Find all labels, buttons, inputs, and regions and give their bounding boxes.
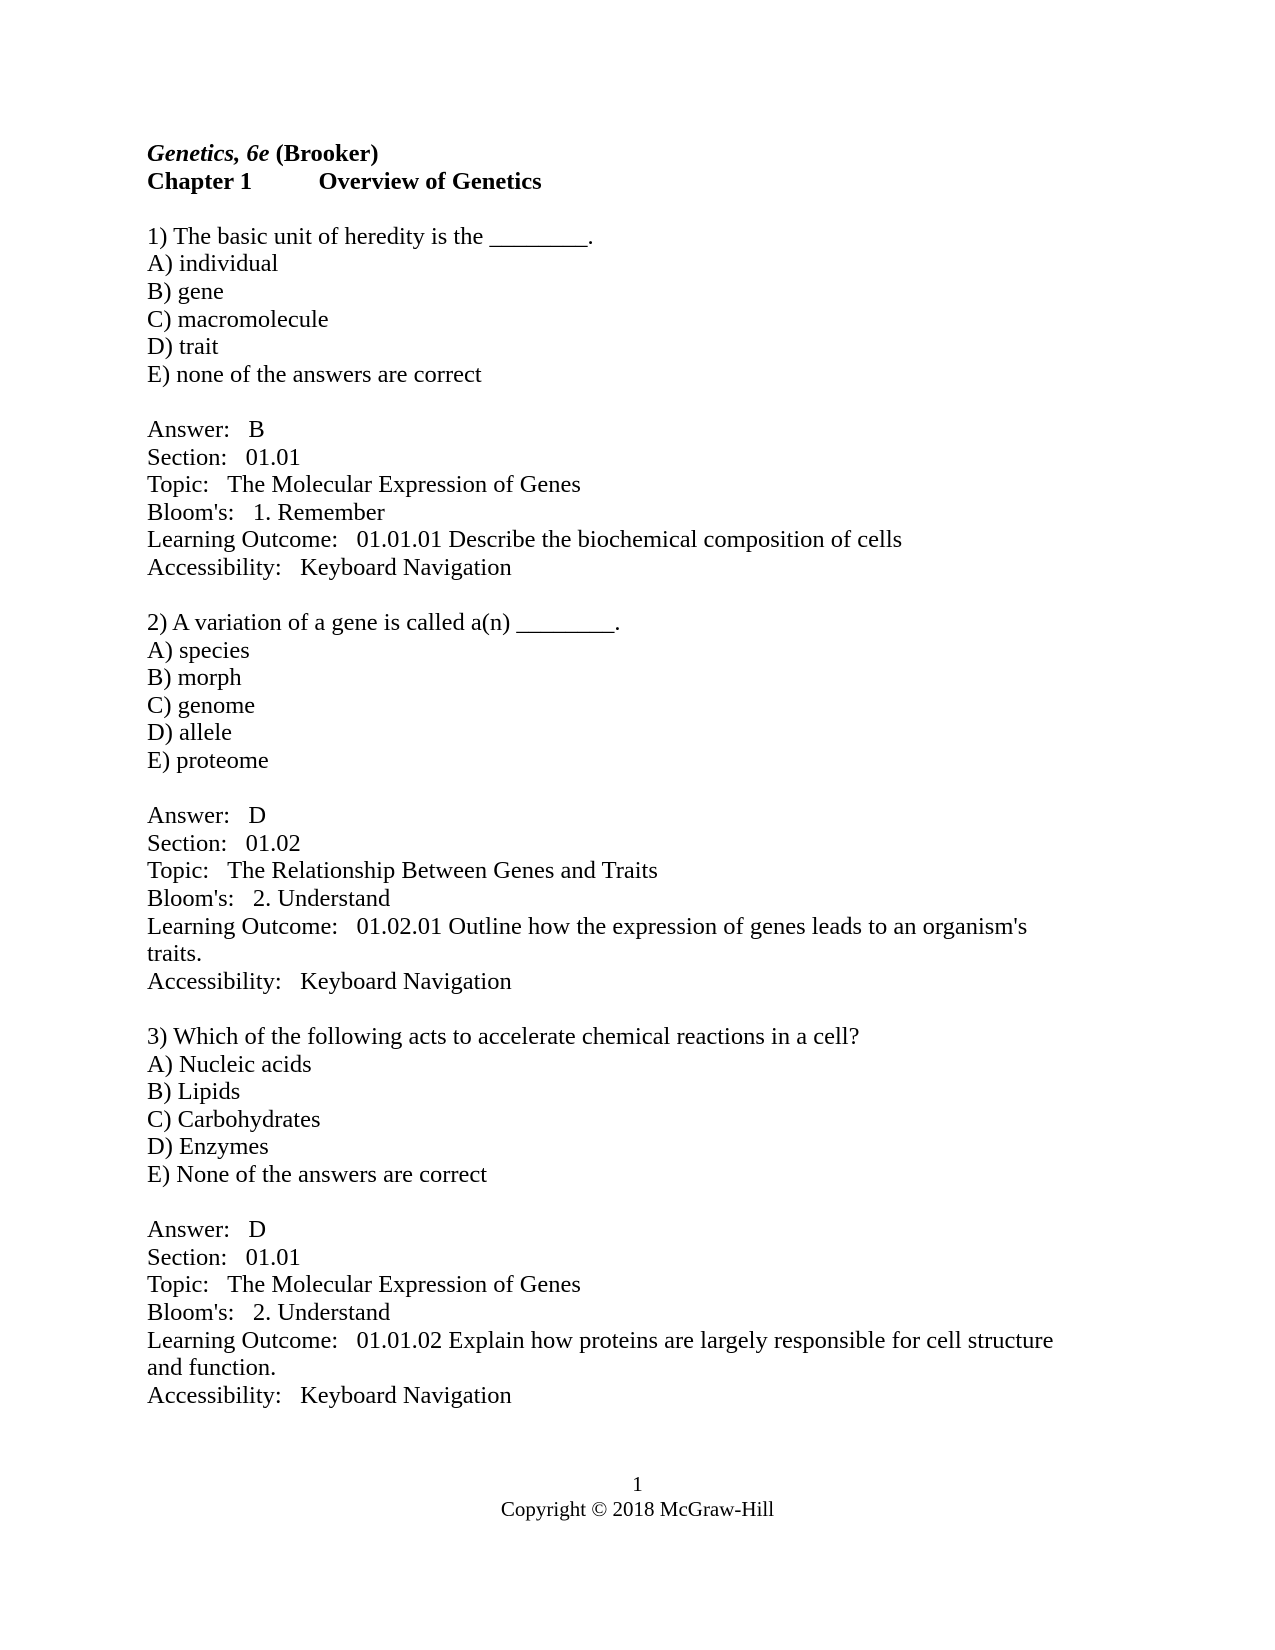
book-title-line: [147, 140, 1077, 168]
question-stem: 1) The basic unit of heredity is the ________.: [147, 222, 594, 250]
spacer: [147, 582, 1077, 610]
question-choice: B) Lipids: [147, 1078, 241, 1106]
topic-line: Topic: The Relationship Between Genes and Traits: [147, 857, 658, 885]
book-title: Genetics, 6e: [147, 140, 270, 167]
section-line: Section: 01.01: [147, 1243, 301, 1271]
topic-line: Topic: The Molecular Expression of Genes: [147, 1271, 581, 1299]
question-block: [147, 609, 1077, 995]
question-choice: A) individual: [147, 250, 279, 278]
page-number: 1: [632, 1472, 643, 1496]
question-choice: D) Enzymes: [147, 1133, 269, 1161]
question-choice: B) gene: [147, 277, 224, 305]
spacer: [147, 995, 1077, 1023]
blooms-line: Bloom's: 1. Remember: [147, 498, 385, 526]
spacer: [147, 388, 1077, 416]
answer-line: Answer: B: [147, 415, 265, 443]
learning-outcome-line: Learning Outcome: 01.01.02 Explain how proteins are largely responsible for cell structure and function.: [147, 1326, 1060, 1382]
topic-line: Topic: The Molecular Expression of Genes: [147, 471, 581, 499]
question-choice: E) none of the answers are correct: [147, 360, 482, 388]
question-choice: C) macromolecule: [147, 305, 329, 333]
question-choice: A) Nucleic acids: [147, 1050, 312, 1078]
book-author: (Brooker): [269, 140, 379, 167]
blooms-line: Bloom's: 2. Understand: [147, 885, 391, 913]
learning-outcome-line: Learning Outcome: 01.02.01 Outline how the expression of genes leads to an organism's traits.: [147, 912, 1034, 968]
chapter-line: [147, 168, 1077, 196]
question-choice: D) allele: [147, 719, 233, 747]
question-choice: D) trait: [147, 333, 219, 361]
answer-line: Answer: D: [147, 802, 267, 830]
question-choice: E) proteome: [147, 747, 269, 775]
copyright-notice: Copyright © 2018 McGraw-Hill: [500, 1497, 775, 1521]
chapter-title: Overview of Genetics: [318, 167, 542, 195]
blooms-line: Bloom's: 2. Understand: [147, 1298, 391, 1326]
document-body: [147, 140, 1077, 1409]
question-stem: 3) Which of the following acts to accelerate chemical reactions in a cell?: [147, 1023, 860, 1050]
question-block: [147, 223, 1077, 582]
question-choice: A) species: [147, 636, 250, 664]
section-line: Section: 01.01: [147, 443, 301, 471]
section-line: Section: 01.02: [147, 829, 301, 857]
question-choice: C) Carbohydrates: [147, 1105, 321, 1133]
spacer: [147, 1189, 1077, 1217]
learning-outcome-line: Learning Outcome: 01.01.01 Describe the biochemical composition of cells: [147, 526, 903, 554]
chapter-label: Chapter 1: [147, 167, 253, 195]
question-stem: 2) A variation of a gene is called a(n) ________.: [147, 609, 621, 637]
spacer: [147, 195, 1077, 223]
answer-line: Answer: D: [147, 1216, 267, 1244]
question-choice: B) morph: [147, 664, 242, 692]
accessibility-line: Accessibility: Keyboard Navigation: [147, 967, 512, 995]
question-choice: E) None of the answers are correct: [147, 1160, 488, 1188]
accessibility-line: Accessibility: Keyboard Navigation: [147, 1381, 512, 1409]
page-footer: [0, 1472, 1275, 1522]
question-choice: C) genome: [147, 691, 256, 719]
spacer: [147, 775, 1077, 803]
question-block: [147, 1023, 1077, 1409]
accessibility-line: Accessibility: Keyboard Navigation: [147, 553, 512, 581]
